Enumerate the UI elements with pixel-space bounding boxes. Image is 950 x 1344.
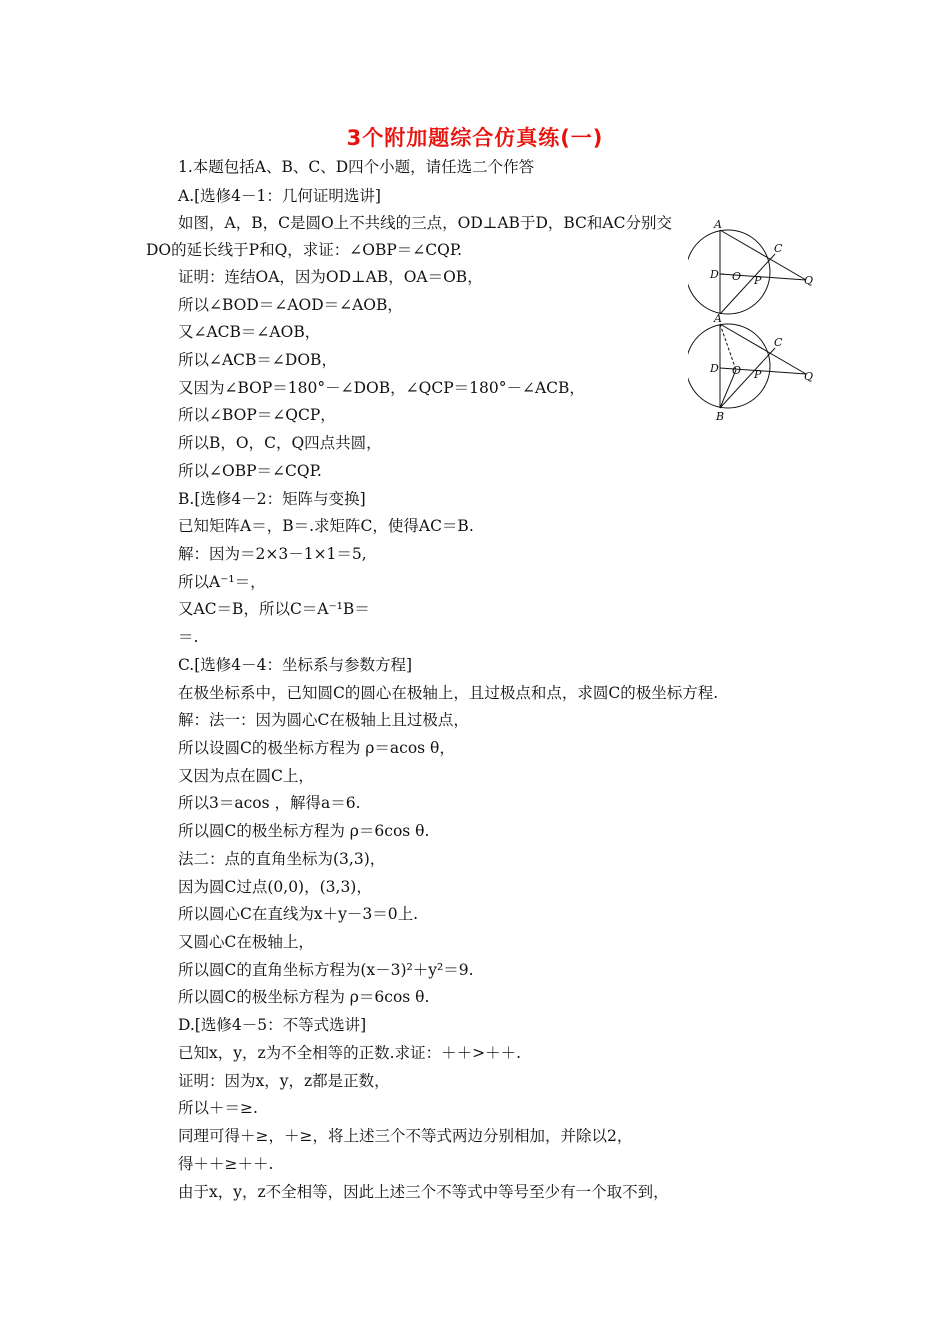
label-d: D <box>710 268 719 281</box>
text-line: 已知x，y，z为不全相等的正数.求证：＋＋>＋＋. <box>178 1044 522 1062</box>
text-line: 1.本题包括A、B、C、D四个小题，请任选二个作答 <box>178 158 535 176</box>
label-c: C <box>774 336 783 349</box>
text-line: 所以∠OBP＝∠CQP. <box>178 462 322 480</box>
label-q: Q <box>804 274 814 287</box>
text-line: D.[选修4－5：不等式选讲] <box>178 1016 367 1034</box>
text-line: DO的延长线于P和Q，求证：∠OBP＝∠CQP. <box>146 241 463 259</box>
text-line: 又AC＝B，所以C＝A⁻¹B＝ <box>178 600 370 618</box>
text-line: 所以∠BOD＝∠AOD＝∠AOB， <box>178 296 403 314</box>
text-line: 解：法一：因为圆心C在极轴上且过极点， <box>178 711 469 729</box>
text-line: 因为圆C过点(0,0)，(3,3)， <box>178 878 372 896</box>
text-line: 所以设圆C的极坐标方程为 ρ＝acos θ， <box>178 739 455 757</box>
text-line: 又圆心C在极轴上， <box>178 933 314 951</box>
text-line: 所以圆C的极坐标方程为 ρ＝6cos θ. <box>178 988 430 1006</box>
text-line: 又∠ACB＝∠AOB， <box>178 323 321 341</box>
text-line: 所以∠BOP＝∠QCP， <box>178 406 336 424</box>
label-b: B <box>716 410 725 423</box>
label-a: A <box>714 312 722 325</box>
text-line: ＝. <box>178 628 199 646</box>
text-line: 所以圆C的极坐标方程为 ρ＝6cos θ. <box>178 822 430 840</box>
text-line: 又因为∠BOP＝180°－∠DOB，∠QCP＝180°－∠ACB， <box>178 379 585 397</box>
text-line: 证明：因为x，y，z都是正数， <box>178 1072 390 1090</box>
text-line: 所以圆C的直角坐标方程为(x－3)²＋y²＝9. <box>178 961 474 979</box>
geometry-figure <box>688 214 828 424</box>
text-line: 所以A⁻¹＝， <box>178 573 266 591</box>
text-line: 所以＋＝≥. <box>178 1099 258 1117</box>
text-line: 在极坐标系中，已知圆C的圆心在极轴上，且过极点和点，求圆C的极坐标方程. <box>178 684 719 702</box>
label-o: O <box>732 364 742 377</box>
text-line: 所以3＝acos ，解得a＝6. <box>178 794 361 812</box>
figure-labels-bottom <box>709 312 813 423</box>
text-line: B.[选修4－2：矩阵与变换] <box>178 490 366 508</box>
label-o: O <box>732 270 742 283</box>
text-line: 得＋＋≥＋＋. <box>178 1155 274 1173</box>
label-a: A <box>714 218 722 231</box>
text-line: A.[选修4－1：几何证明选讲] <box>178 187 381 205</box>
text-line: 又因为点在圆C上， <box>178 767 314 785</box>
text-line: 所以∠ACB＝∠DOB， <box>178 351 337 369</box>
text-line: 由于x，y，z不全相等，因此上述三个不等式中等号至少有一个取不到， <box>178 1183 669 1201</box>
document-title: 3个附加题综合仿真练(一) <box>346 126 604 150</box>
text-line: 如图，A，B，C是圆O上不共线的三点，OD⊥AB于D，BC和AC分别交 <box>178 214 672 232</box>
text-line: 所以B，O，C，Q四点共圆， <box>178 434 382 452</box>
text-line: 法二：点的直角坐标为(3,3)， <box>178 850 386 868</box>
figure-labels-top <box>709 218 813 287</box>
text-line: 同理可得＋≥，＋≥，将上述三个不等式两边分别相加，并除以2， <box>178 1127 633 1145</box>
label-c: C <box>774 242 783 255</box>
label-p: P <box>754 274 762 287</box>
text-line: 证明：连结OA，因为OD⊥AB，OA＝OB， <box>178 268 483 286</box>
text-line: 已知矩阵A＝，B＝.求矩阵C，使得AC＝B. <box>178 517 474 535</box>
label-p: P <box>754 368 762 381</box>
text-line: 解：因为＝2×3－1×1＝5, <box>178 545 367 563</box>
label-q: Q <box>804 370 814 383</box>
circle-diagram-bottom <box>688 324 806 408</box>
text-line: C.[选修4－4：坐标系与参数方程] <box>178 656 413 674</box>
text-line: 所以圆心C在直线为x＋y－3＝0上. <box>178 905 419 923</box>
label-d: D <box>710 362 719 375</box>
circle-diagram-top <box>688 230 806 314</box>
